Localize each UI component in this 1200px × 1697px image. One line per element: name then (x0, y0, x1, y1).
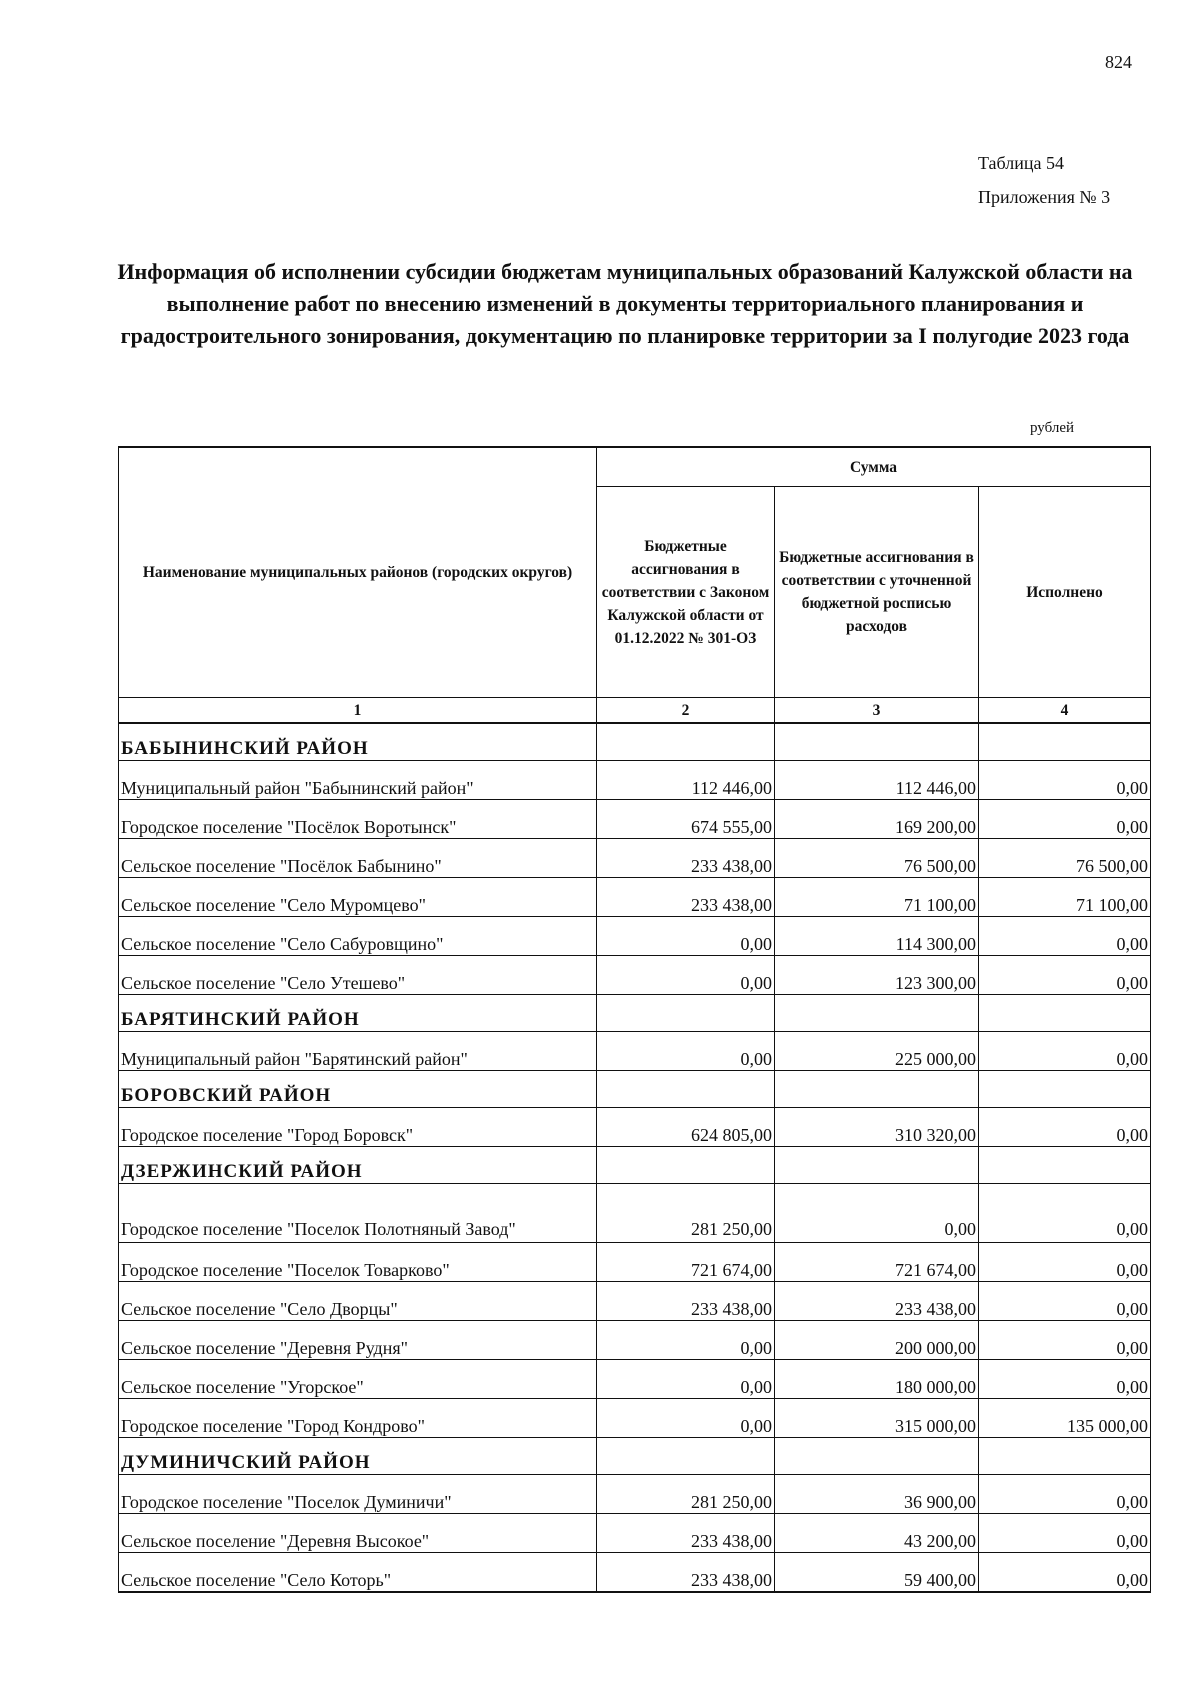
header-num-2: 2 (597, 698, 775, 724)
table-row (119, 761, 1151, 800)
value-col4: 0,00 (979, 1032, 1151, 1071)
header-col2: Бюджетные ассигнования в соответствии с Законом Калужской области от 01.12.2022 № 301-ОЗ (597, 487, 775, 698)
table-row (119, 917, 1151, 956)
empty-cell (597, 1071, 775, 1108)
municipality-name: Сельское поселение "Село Утешево" (119, 956, 597, 995)
table-row (119, 800, 1151, 839)
district-row (119, 1147, 1151, 1184)
municipality-name: Городское поселение "Город Боровск" (119, 1108, 597, 1147)
table-row (119, 1282, 1151, 1321)
header-col4: Исполнено (979, 487, 1151, 698)
value-col2: 0,00 (597, 956, 775, 995)
municipality-name: Городское поселение "Поселок Полотняный Завод" (119, 1184, 597, 1243)
subsidy-table (118, 446, 1151, 1593)
value-col4: 0,00 (979, 1184, 1151, 1243)
empty-cell (775, 1071, 979, 1108)
empty-cell (979, 1147, 1151, 1184)
municipality-name: Городское поселение "Город Кондрово" (119, 1399, 597, 1438)
district-name: БАБЫНИНСКИЙ РАЙОН (119, 723, 597, 761)
table-row (119, 1475, 1151, 1514)
table-row (119, 1514, 1151, 1553)
municipality-name: Сельское поселение "Деревня Рудня" (119, 1321, 597, 1360)
municipality-name: Сельское поселение "Село Муромцево" (119, 878, 597, 917)
municipality-name: Сельское поселение "Деревня Высокое" (119, 1514, 597, 1553)
value-col3: 315 000,00 (775, 1399, 979, 1438)
district-row (119, 723, 1151, 761)
value-col3: 112 446,00 (775, 761, 979, 800)
value-col2: 0,00 (597, 917, 775, 956)
table-row (119, 956, 1151, 995)
empty-cell (979, 995, 1151, 1032)
value-col3: 169 200,00 (775, 800, 979, 839)
empty-cell (597, 995, 775, 1032)
value-col3: 225 000,00 (775, 1032, 979, 1071)
table-row (119, 878, 1151, 917)
value-col3: 114 300,00 (775, 917, 979, 956)
value-col4: 0,00 (979, 1108, 1151, 1147)
value-col4: 0,00 (979, 917, 1151, 956)
header-num-1: 1 (119, 698, 597, 724)
value-col2: 721 674,00 (597, 1243, 775, 1282)
value-col2: 233 438,00 (597, 878, 775, 917)
value-col4: 76 500,00 (979, 839, 1151, 878)
header-num-4: 4 (979, 698, 1151, 724)
table-row (119, 1032, 1151, 1071)
value-col4: 0,00 (979, 761, 1151, 800)
municipality-name: Городское поселение "Посёлок Воротынск" (119, 800, 597, 839)
header-col3: Бюджетные ассигнования в соответствии с уточненной бюджетной росписью расходов (775, 487, 979, 698)
district-row (119, 1438, 1151, 1475)
value-col3: 76 500,00 (775, 839, 979, 878)
municipality-name: Городское поселение "Поселок Товарково" (119, 1243, 597, 1282)
value-col3: 71 100,00 (775, 878, 979, 917)
value-col4: 0,00 (979, 800, 1151, 839)
value-col3: 43 200,00 (775, 1514, 979, 1553)
value-col4: 0,00 (979, 1514, 1151, 1553)
empty-cell (979, 1071, 1151, 1108)
value-col2: 281 250,00 (597, 1184, 775, 1243)
value-col3: 0,00 (775, 1184, 979, 1243)
empty-cell (597, 723, 775, 761)
district-name: ДУМИНИЧСКИЙ РАЙОН (119, 1438, 597, 1475)
municipality-name: Городское поселение "Поселок Думиничи" (119, 1475, 597, 1514)
header-sum: Сумма (597, 447, 1151, 487)
municipality-name: Сельское поселение "Угорское" (119, 1360, 597, 1399)
table-row (119, 1108, 1151, 1147)
units-label: рублей (1030, 420, 1075, 436)
table-row (119, 1321, 1151, 1360)
municipality-name: Сельское поселение "Село Которь" (119, 1553, 597, 1593)
value-col2: 624 805,00 (597, 1108, 775, 1147)
header-name: Наименование муниципальных районов (городских округов) (119, 447, 597, 698)
table-row (119, 839, 1151, 878)
table-label: Таблица 54 (978, 153, 1064, 173)
value-col4: 135 000,00 (979, 1399, 1151, 1438)
value-col2: 233 438,00 (597, 839, 775, 878)
value-col3: 180 000,00 (775, 1360, 979, 1399)
table-row (119, 1553, 1151, 1593)
value-col4: 0,00 (979, 956, 1151, 995)
empty-cell (775, 995, 979, 1032)
value-col2: 112 446,00 (597, 761, 775, 800)
document-title: Информация об исполнении субсидии бюджетам муниципальных образований Калужской области на выполнение работ по внесению изменений в документы территориального планирования и градостроительного зонирования, документацию по планировке территории за I полугодие 2023 года (117, 259, 1133, 348)
value-col2: 0,00 (597, 1032, 775, 1071)
value-col3: 123 300,00 (775, 956, 979, 995)
value-col4: 0,00 (979, 1360, 1151, 1399)
empty-cell (775, 1438, 979, 1475)
municipality-name: Сельское поселение "Село Сабуровщино" (119, 917, 597, 956)
empty-cell (979, 723, 1151, 761)
table-row (119, 1360, 1151, 1399)
empty-cell (597, 1147, 775, 1184)
table-row (119, 1243, 1151, 1282)
value-col4: 0,00 (979, 1475, 1151, 1514)
value-col2: 674 555,00 (597, 800, 775, 839)
value-col4: 0,00 (979, 1243, 1151, 1282)
district-row (119, 1071, 1151, 1108)
value-col3: 36 900,00 (775, 1475, 979, 1514)
appendix-label: Приложения № 3 (978, 187, 1111, 207)
value-col2: 0,00 (597, 1360, 775, 1399)
empty-cell (979, 1438, 1151, 1475)
municipality-name: Сельское поселение "Село Дворцы" (119, 1282, 597, 1321)
header-num-3: 3 (775, 698, 979, 724)
value-col3: 200 000,00 (775, 1321, 979, 1360)
value-col3: 59 400,00 (775, 1553, 979, 1593)
table-reference (978, 146, 1110, 214)
value-col3: 310 320,00 (775, 1108, 979, 1147)
value-col2: 233 438,00 (597, 1553, 775, 1593)
value-col4: 0,00 (979, 1553, 1151, 1593)
table-row (119, 1184, 1151, 1243)
district-name: ДЗЕРЖИНСКИЙ РАЙОН (119, 1147, 597, 1184)
value-col2: 233 438,00 (597, 1514, 775, 1553)
value-col4: 0,00 (979, 1321, 1151, 1360)
value-col4: 71 100,00 (979, 878, 1151, 917)
value-col3: 233 438,00 (775, 1282, 979, 1321)
municipality-name: Муниципальный район "Барятинский район" (119, 1032, 597, 1071)
value-col2: 0,00 (597, 1399, 775, 1438)
table-body (119, 723, 1151, 1592)
district-name: БАРЯТИНСКИЙ РАЙОН (119, 995, 597, 1032)
district-row (119, 995, 1151, 1032)
page-number: 824 (1105, 52, 1132, 72)
empty-cell (775, 1147, 979, 1184)
value-col2: 0,00 (597, 1321, 775, 1360)
district-name: БОРОВСКИЙ РАЙОН (119, 1071, 597, 1108)
empty-cell (597, 1438, 775, 1475)
municipality-name: Муниципальный район "Бабынинский район" (119, 761, 597, 800)
municipality-name: Сельское поселение "Посёлок Бабынино" (119, 839, 597, 878)
table-row (119, 1399, 1151, 1438)
empty-cell (775, 723, 979, 761)
value-col3: 721 674,00 (775, 1243, 979, 1282)
value-col2: 281 250,00 (597, 1475, 775, 1514)
value-col2: 233 438,00 (597, 1282, 775, 1321)
value-col4: 0,00 (979, 1282, 1151, 1321)
